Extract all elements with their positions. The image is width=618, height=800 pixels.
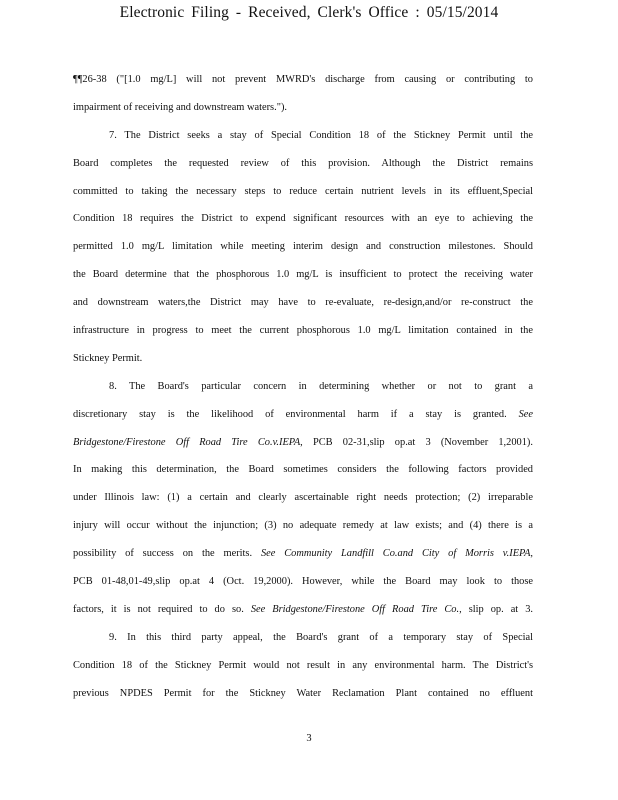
body-line: permitted 1.0 mg/L limitation while meeting interim design and construction milestones. Should: [73, 241, 533, 253]
body-line: ¶¶26-38 ("[1.0 mg/L] will not prevent MWRD's discharge from causing or contributing to: [73, 74, 533, 85]
body-line: injury will occur without the injunction; (3) no adequate remedy at law exists; and (4) there is a: [73, 520, 533, 532]
body-line: [73, 434, 533, 462]
document-body: [73, 71, 533, 712]
body-text: factors, it is not required to do so.: [73, 603, 244, 615]
case-citation: See Bridgestone/Firestone Off Road Tire Co.,: [250, 603, 462, 615]
body-line: previous NPDES Permit for the Stickney Water Reclamation Plant contained no effluent: [73, 687, 533, 699]
body-line: infrastructure in progress to meet the current phosphorous 1.0 mg/L limitation contained in the: [73, 325, 533, 337]
case-citation: Bridgestone/Firestone: [73, 436, 166, 448]
body-line: committed to taking the necessary steps to reduce certain nutrient levels in its effluent,Special: [73, 185, 533, 197]
page-number: 3: [306, 733, 312, 744]
body-text: possibility of success on the merits.: [73, 548, 253, 560]
body-line: impairment of receiving and downstream waters.").: [73, 101, 288, 113]
citation-pin: slip op. at 3.: [468, 603, 533, 615]
citation-reporter: PCB 02-31,slip op.at 3 (November 1,2001).: [312, 436, 533, 448]
body-line: [73, 406, 533, 434]
filing-stamp-header: Electronic Filing - Received, Clerk's Office : 05/15/2014: [119, 4, 499, 21]
body-line: In making this determination, the Board sometimes considers the following factors provided: [73, 464, 533, 476]
body-line: [73, 545, 533, 573]
case-citation: Off Road Tire Co.v.IEPA,: [175, 436, 303, 448]
body-line: Condition 18 of the Stickney Permit would not result in any environmental harm. The District's: [73, 659, 533, 671]
case-citation: See Community Landfill Co.and City of Morris v.IEPA,: [260, 548, 534, 560]
body-line: and downstream waters,the District may have to re-evaluate, re-design,and/or re-construct the: [73, 297, 533, 309]
body-line: Board completes the requested review of this provision. Although the District remains: [73, 157, 533, 169]
body-line: Stickney Permit.: [73, 352, 143, 364]
citation-signal: See: [518, 408, 533, 420]
body-line: under Illinois law: (1) a certain and clearly ascertainable right needs protection; (2) irreparable: [73, 492, 533, 504]
paragraph-9-start: 9. In this third party appeal, the Board's grant of a temporary stay of Special: [109, 631, 533, 643]
body-line: the Board determine that the phosphorous 1.0 mg/L is insufficient to protect the receiving water: [73, 269, 533, 281]
body-line: [73, 601, 533, 629]
body-line: PCB 01-48,01-49,slip op.at 4 (Oct. 19,2000). However, while the Board may look to those: [73, 576, 533, 588]
body-text: discretionary stay is the likelihood of environmental harm if a stay is granted.: [73, 408, 507, 420]
body-line: Condition 18 requires the District to expend significant resources with an eye to achieving the: [73, 213, 533, 225]
paragraph-8-start: 8. The Board's particular concern in determining whether or not to grant a: [109, 380, 533, 392]
paragraph-7-start: 7. The District seeks a stay of Special Condition 18 of the Stickney Permit until the: [109, 129, 533, 141]
